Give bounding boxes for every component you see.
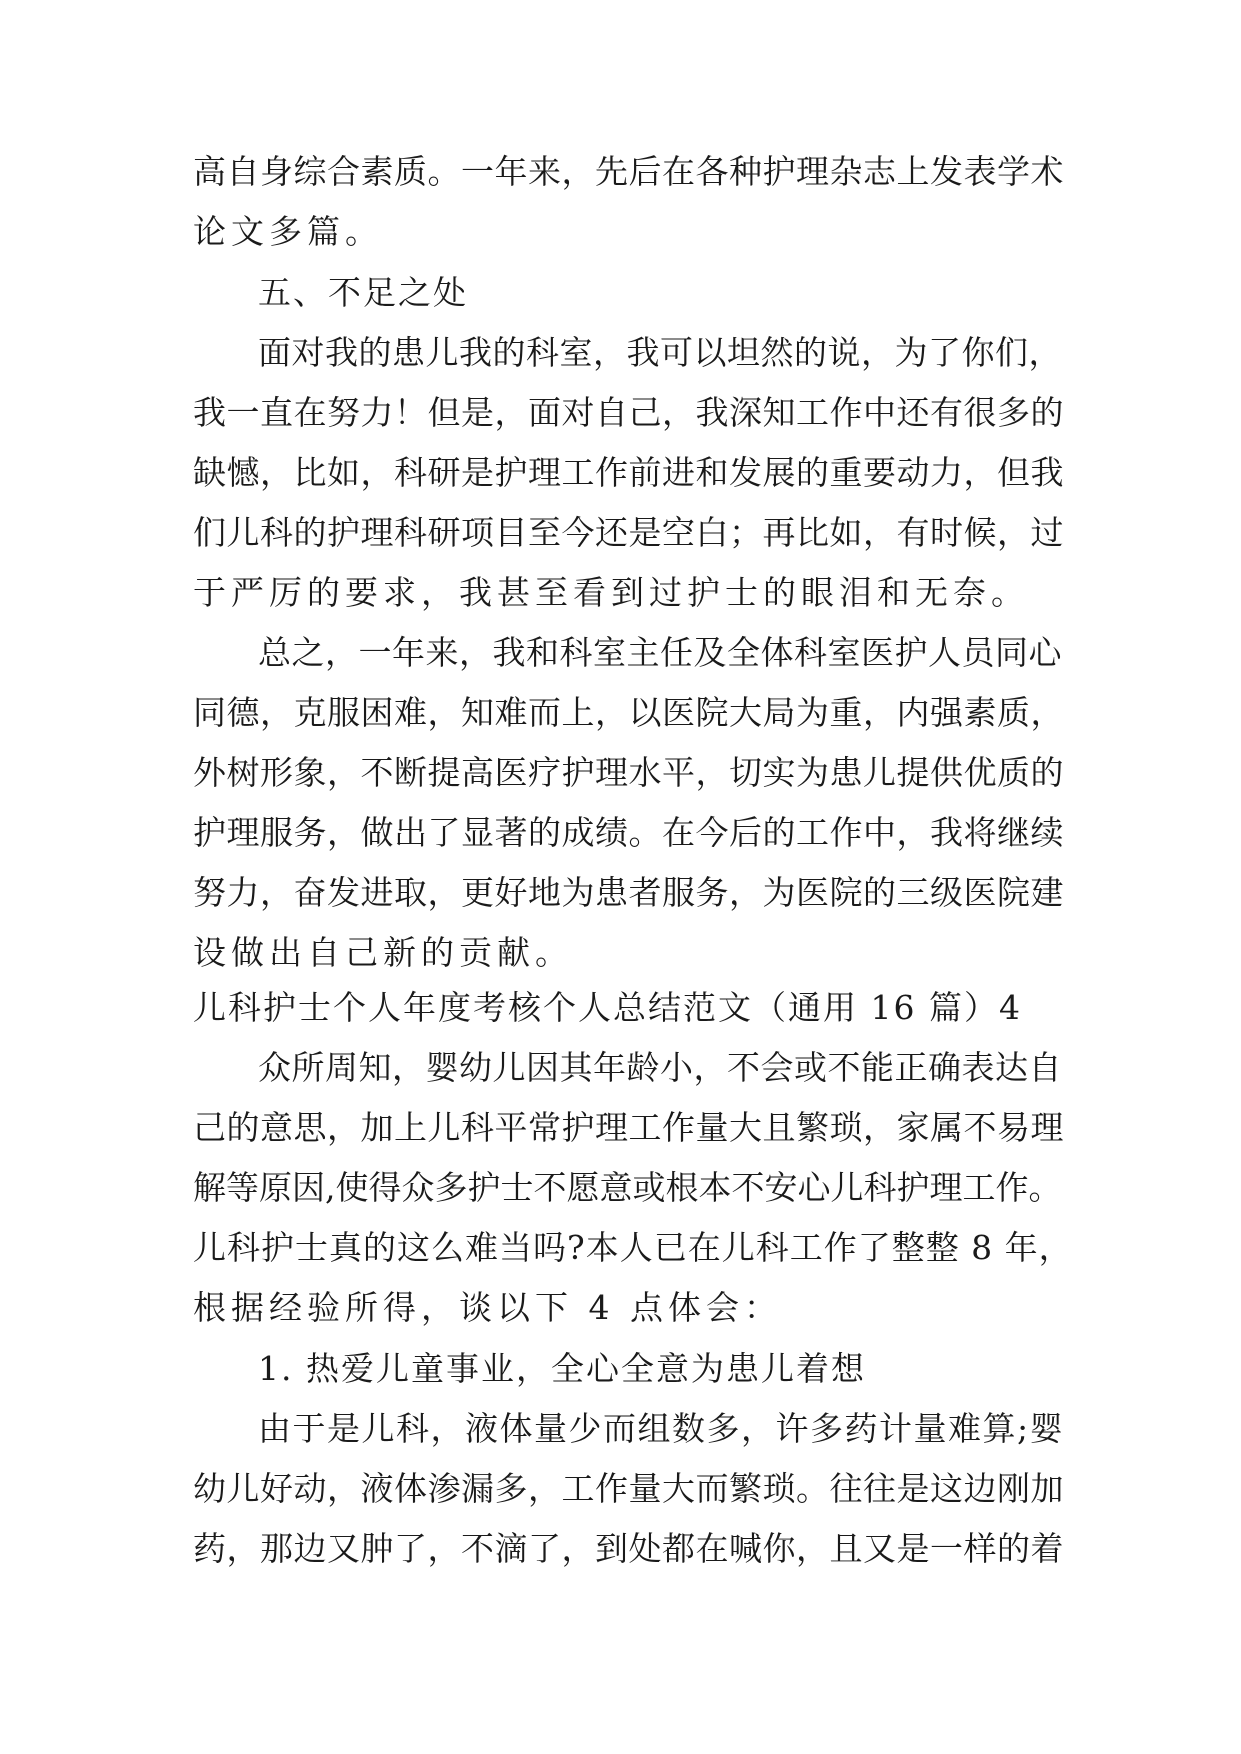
text-line: 外树形象，不断提高医疗护理水平，切实为患儿提供优质的 xyxy=(193,753,1064,792)
text-line: 儿科护士真的这么难当吗?本人已在儿科工作了整整 8 年， xyxy=(193,1228,1073,1267)
text-line: 缺憾，比如，科研是护理工作前进和发展的重要动力，但我 xyxy=(193,453,1064,492)
text-line: 同德，克服困难，知难而上，以医院大局为重，内强素质， xyxy=(193,693,1064,732)
text-line: 由于是儿科，液体量少而组数多，许多药计量难算;婴 xyxy=(258,1409,1065,1448)
text-line: 设做出自己新的贡献。 xyxy=(193,933,573,972)
text-line: 我一直在努力！但是，面对自己，我深知工作中还有很多的 xyxy=(193,393,1064,432)
text-line: 己的意思，加上儿科平常护理工作量大且繁琐，家属不易理 xyxy=(193,1108,1064,1147)
section-heading: 五、不足之处 xyxy=(258,273,468,312)
text-line: 论文多篇。 xyxy=(193,212,383,251)
article-title: 儿科护士个人年度考核个人总结范文（通用 16 篇）4 xyxy=(193,988,1022,1027)
text-line: 根据经验所得，谈以下 4 点体会： xyxy=(193,1288,782,1327)
text-line: 护理服务，做出了显著的成绩。在今后的工作中，我将继续 xyxy=(193,813,1064,852)
text-line: 努力，奋发进取，更好地为患者服务，为医院的三级医院建 xyxy=(193,873,1064,912)
text-line: 面对我的患儿我的科室，我可以坦然的说，为了你们， xyxy=(258,333,1062,372)
text-line: 们儿科的护理科研项目至今还是空白；再比如，有时候，过 xyxy=(193,513,1064,552)
text-line: 药，那边又肿了，不滴了，到处都在喊你，且又是一样的着 xyxy=(193,1529,1064,1568)
text-line: 总之，一年来，我和科室主任及全体科室医护人员同心 xyxy=(258,633,1062,672)
section-heading: 1. 热爱儿童事业，全心全意为患儿着想 xyxy=(258,1349,866,1388)
text-line: 幼儿好动，液体渗漏多，工作量大而繁琐。往往是这边刚加 xyxy=(193,1469,1064,1508)
text-line: 于严厉的要求，我甚至看到过护士的眼泪和无奈。 xyxy=(193,573,1029,612)
text-line: 高自身综合素质。一年来，先后在各种护理杂志上发表学术 xyxy=(193,152,1064,191)
text-line: 众所周知，婴幼儿因其年龄小，不会或不能正确表达自 xyxy=(258,1048,1062,1087)
text-line: 解等原因,使得众多护士不愿意或根本不安心儿科护理工作。 xyxy=(193,1168,1062,1207)
